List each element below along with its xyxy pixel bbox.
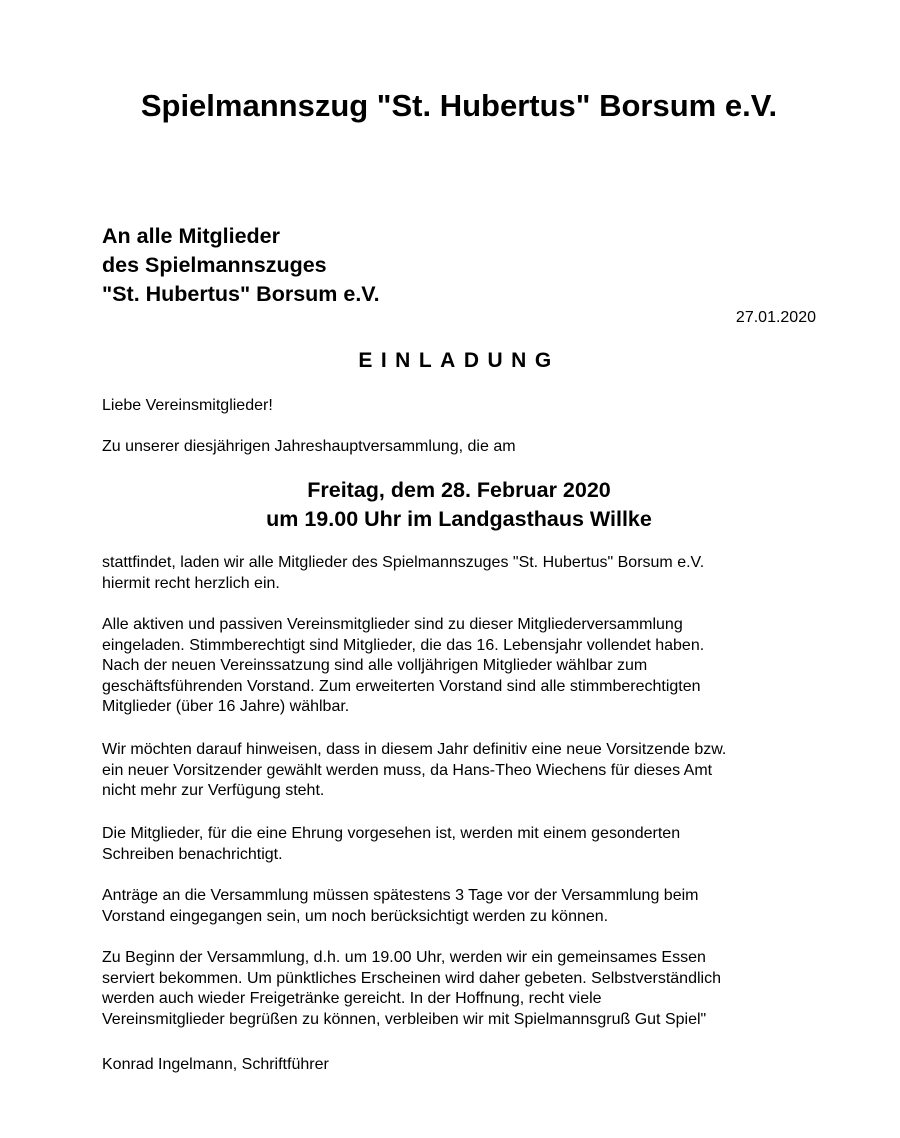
paragraph-line: Die Mitglieder, für die eine Ehrung vorgesehen ist, werden mit einem gesonderten (102, 825, 681, 842)
paragraph-line: Mitglieder (über 16 Jahre) wählbar. (102, 698, 350, 715)
paragraph-6 (102, 948, 721, 1030)
signature: Konrad Ingelmann, Schriftführer (102, 1056, 329, 1073)
paragraph-line: Vereinsmitglieder begrüßen zu können, verbleiben wir mit Spielmannsgruß Gut Spiel" (102, 1010, 707, 1028)
paragraph-5 (102, 886, 698, 927)
paragraph-line: Anträge an die Versammlung müssen spätestens 3 Tage vor der Versammlung beim (102, 887, 699, 904)
event-time-location-line: um 19.00 Uhr im Landgasthaus Willke (266, 507, 652, 531)
event-date-line: Freitag, dem 28. Februar 2020 (307, 478, 611, 502)
paragraph-line: Alle aktiven und passiven Vereinsmitglieder sind zu dieser Mitgliederversammlung (102, 616, 683, 633)
paragraph-line: geschäftsführenden Vorstand. Zum erweiterten Vorstand sind alle stimmberechtigten (102, 677, 701, 695)
paragraph-line: Vorstand eingegangen sein, um noch berücksichtigt werden zu können. (102, 907, 609, 925)
salutation: Liebe Vereinsmitglieder! (102, 397, 273, 414)
paragraph-line: hiermit recht herzlich ein. (102, 574, 280, 592)
intro-text: Zu unserer diesjährigen Jahreshauptversammlung, die am (102, 438, 516, 455)
paragraph-line: ein neuer Vorsitzender gewählt werden muss, da Hans-Theo Wiechens für dieses Amt (102, 761, 713, 779)
paragraph-line: nicht mehr zur Verfügung steht. (102, 782, 325, 799)
paragraph-line: serviert bekommen. Um pünktliches Erscheinen wird daher gebeten. Selbstverständlich (102, 969, 721, 987)
paragraph-3 (102, 740, 726, 802)
paragraph-line: werden auch wieder Freigetränke gereicht. In der Hoffnung, recht viele (102, 990, 602, 1007)
paragraph-line: eingeladen. Stimmberechtigt sind Mitglieder, die das 16. Lebensjahr vollendet haben. (102, 636, 705, 654)
paragraph-line: Schreiben benachrichtigt. (102, 845, 283, 863)
invitation-heading: EINLADUNG (358, 349, 560, 372)
paragraph-line: Wir möchten darauf hinweisen, dass in diesem Jahr definitiv eine neue Vorsitzende bzw. (102, 741, 727, 758)
paragraph-line: stattfindet, laden wir alle Mitglieder des Spielmannszuges "St. Hubertus" Borsum e.V. (102, 554, 705, 571)
paragraph-line: Zu Beginn der Versammlung, d.h. um 19.00 Uhr, werden wir ein gemeinsames Essen (102, 949, 706, 966)
organization-title: Spielmannszug "St. Hubertus" Borsum e.V. (140, 88, 778, 123)
recipient-line: des Spielmannszuges (102, 253, 327, 277)
recipient-line: An alle Mitglieder (102, 224, 281, 248)
paragraph-line: Nach der neuen Vereinssatzung sind alle volljährigen Mitglieder wählbar zum (102, 657, 648, 674)
recipient-line: "St. Hubertus" Borsum e.V. (102, 282, 380, 306)
paragraph-1 (102, 553, 704, 594)
event-details (0, 476, 900, 534)
paragraph-4 (102, 824, 680, 865)
recipient-block (102, 222, 380, 309)
paragraph-2 (102, 615, 704, 718)
letter-date: 27.01.2020 (735, 309, 816, 326)
